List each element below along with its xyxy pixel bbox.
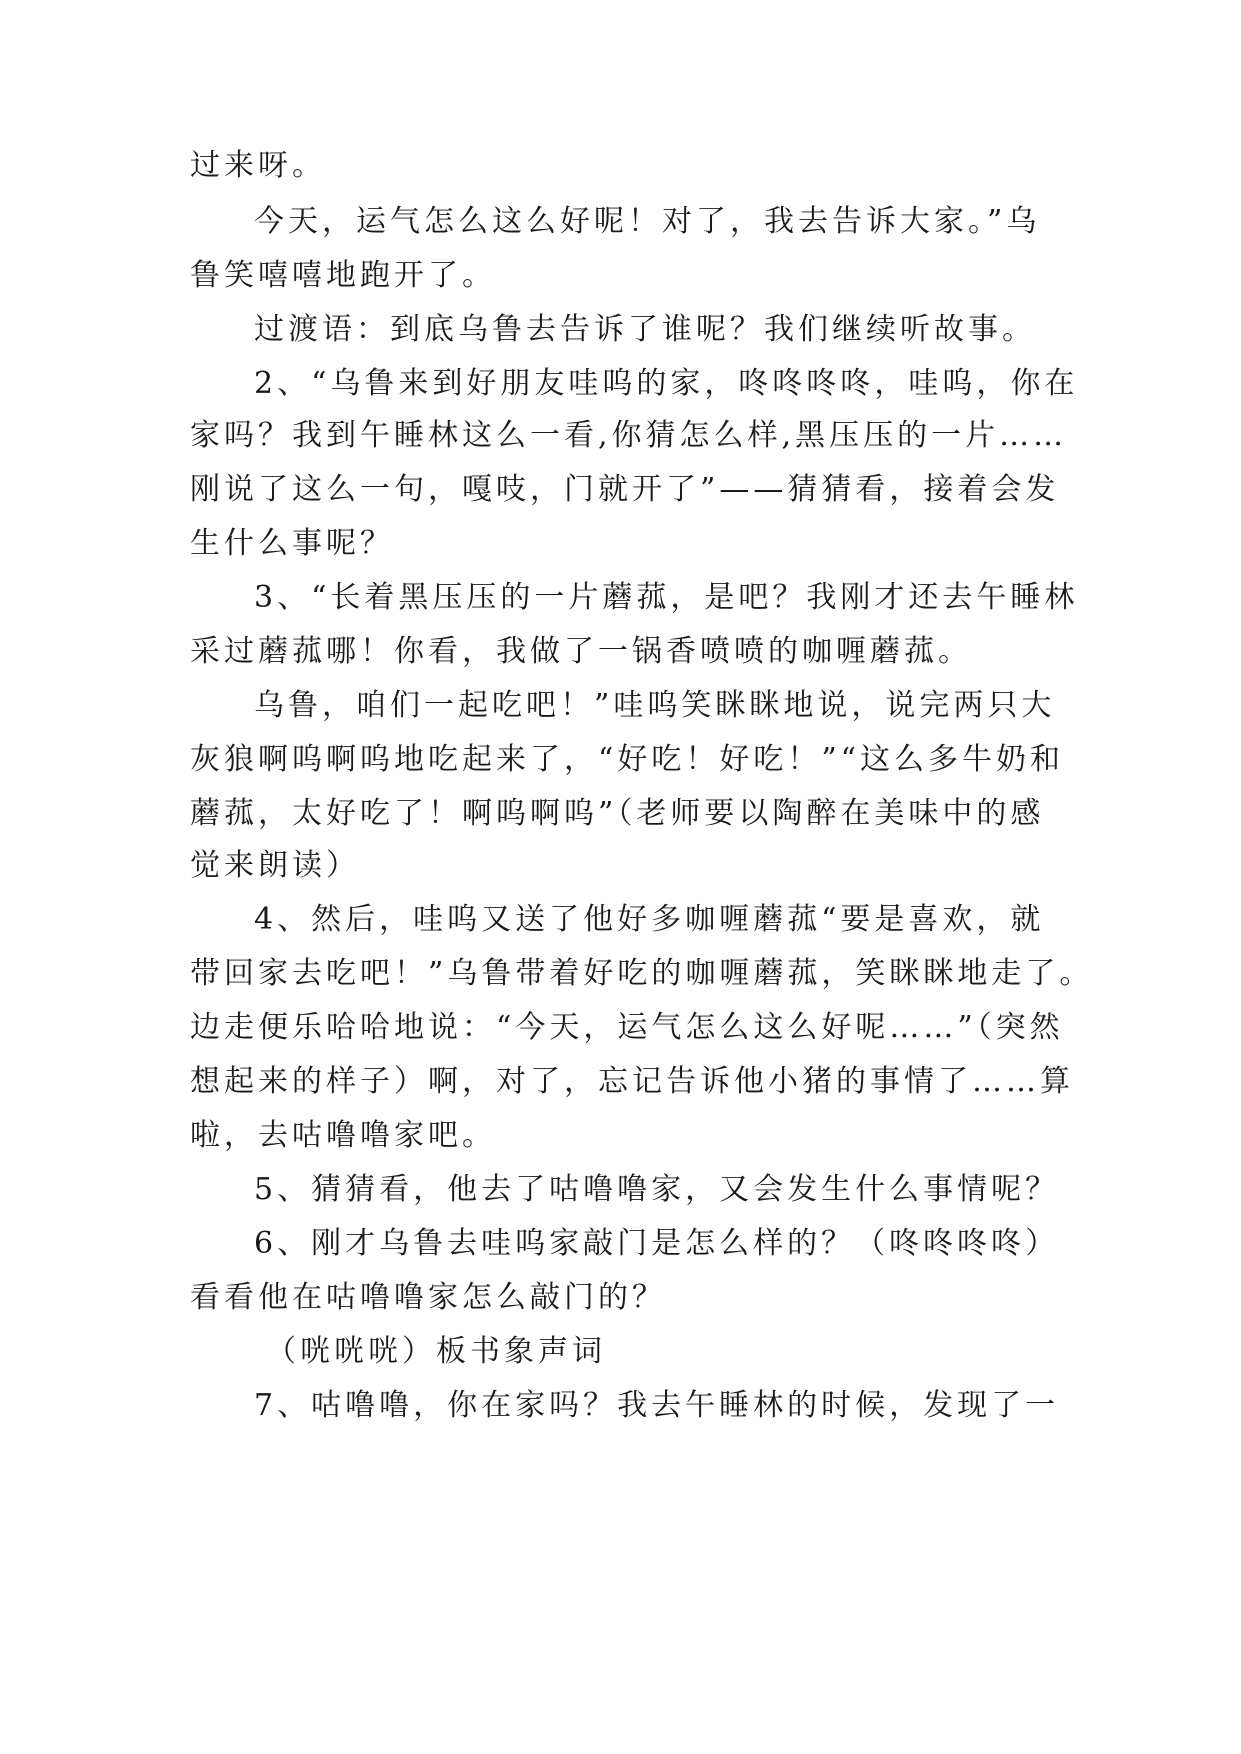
text-line: 刚说了这么一句，嘎吱，门就开了”——猜猜看，接着会发 (190, 472, 1060, 507)
text-line: 6、刚才乌鲁去哇呜家敲门是怎么样的？（咚咚咚咚） (254, 1226, 1060, 1261)
text-line: 想起来的样子）啊，对了，忘记告诉他小猪的事情了……算 (190, 1064, 1074, 1099)
text-line: 过来呀。 (190, 148, 326, 183)
text-line: （咣咣咣）板书象声词 (266, 1334, 606, 1369)
text-line: 乌鲁，咱们一起吃吧！”哇呜笑眯眯地说，说完两只大 (254, 688, 1056, 723)
text-line: 鲁笑嘻嘻地跑开了。 (190, 258, 496, 293)
text-line: 7、咕噜噜，你在家吗？我去午睡林的时候，发现了一 (254, 1388, 1060, 1423)
text-line: 带回家去吃吧！”乌鲁带着好吃的咖喱蘑菰，笑眯眯地走了。 (190, 956, 1094, 991)
text-line: 蘑菰，太好吃了！啊呜啊呜”（老师要以陶醉在美味中的感 (190, 796, 1045, 831)
text-line: 过渡语：到底乌鲁去告诉了谁呢？我们继续听故事。 (254, 312, 1036, 347)
text-line: 边走便乐哈哈地说：“今天，运气怎么这么好呢……”（突然 (190, 1010, 1064, 1045)
text-line: 啦，去咕噜噜家吧。 (190, 1118, 496, 1153)
text-line: 今天，运气怎么这么好呢！对了，我去告诉大家。”乌 (254, 204, 1041, 239)
text-line: 采过蘑菰哪！你看，我做了一锅香喷喷的咖喱蘑菰。 (190, 634, 972, 669)
text-line: 灰狼啊呜啊呜地吃起来了，“好吃！好吃！”“这么多牛奶和 (190, 742, 1065, 777)
text-line: 看看他在咕噜噜家怎么敲门的？ (190, 1280, 666, 1315)
text-line: 家吗？我到午睡林这么一看,你猜怎么样,黑压压的一片…… (190, 418, 1068, 453)
text-line: 生什么事呢？ (190, 526, 394, 561)
text-line: 5、猜猜看，他去了咕噜噜家，又会发生什么事情呢？ (254, 1172, 1060, 1207)
text-line: 4、然后，哇呜又送了他好多咖喱蘑菰“要是喜欢，就 (254, 902, 1045, 937)
text-line: 2、“乌鲁来到好朋友哇呜的家，咚咚咚咚，哇呜，你在 (254, 366, 1079, 401)
text-line: 3、“长着黑压压的一片蘑菰，是吧？我刚才还去午睡林 (254, 580, 1079, 615)
text-line: 觉来朗读） (190, 848, 360, 883)
